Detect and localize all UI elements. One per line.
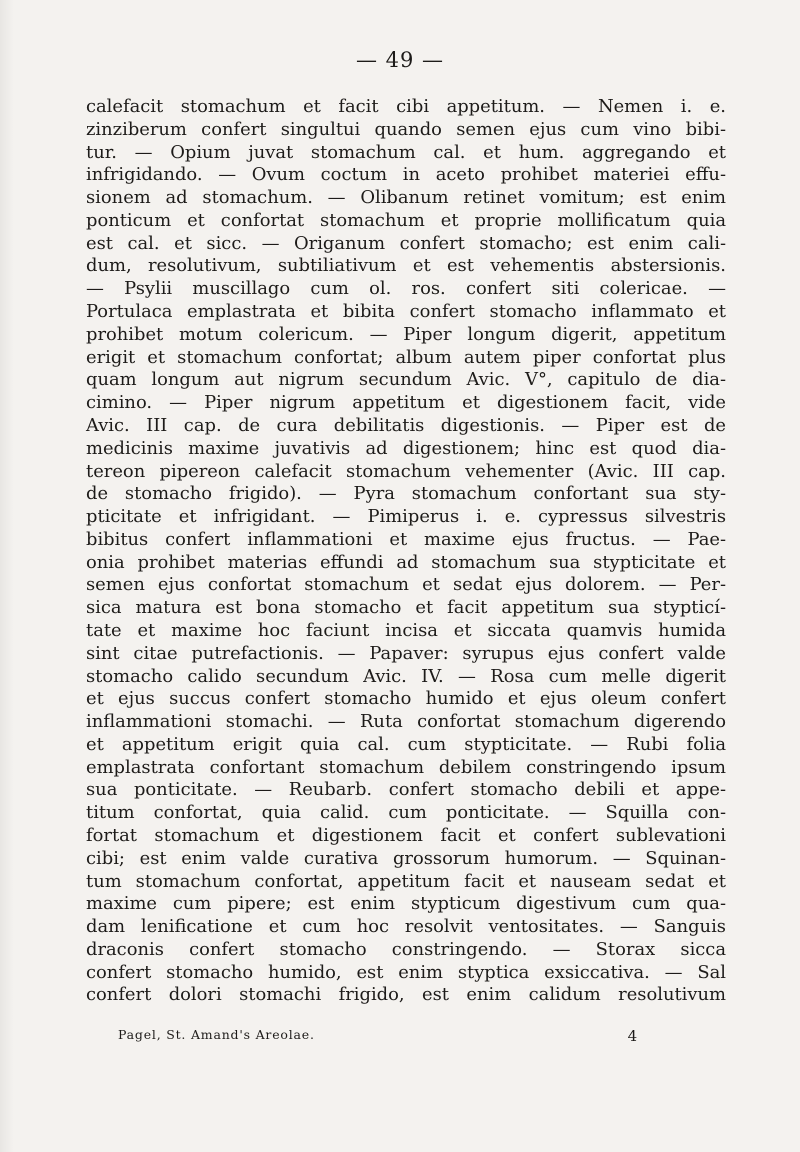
text-line: est cal. et sicc. — Origanum confert stomacho; est enim cali- — [86, 232, 726, 254]
text-line: sionem ad stomachum. — Olibanum retinet vomitum; est enim — [86, 187, 726, 209]
page-number: — 49 — — [355, 48, 445, 72]
text-line: cimino. — Piper nigrum appetitum et digestionem facit, vide — [86, 392, 726, 414]
text-line: dam lenificatione et cum hoc resolvit ventositates. — Sanguis — [86, 916, 726, 938]
text-line: confert dolori stomachi frigido, est enim calidum resolutivum — [86, 984, 726, 1006]
text-line: erigit et stomachum confortat; album autem piper confortat plus — [86, 346, 726, 368]
text-line: tate et maxime hoc faciunt incisa et siccata quamvis humida — [86, 619, 726, 641]
text-line: tur. — Opium juvat stomachum cal. et hum. aggregando et — [86, 141, 726, 163]
text-line: onia prohibet materias effundi ad stomachum sua stypticitate et — [86, 551, 726, 573]
text-line: calefacit stomachum et facit cibi appetitum. — Nemen i. e. — [86, 96, 726, 117]
text-line: infrigidando. — Ovum coctum in aceto prohibet materiei effu- — [86, 164, 726, 186]
text-line: quam longum aut nigrum secundum Avic. V°, capitulo de dia- — [86, 369, 726, 391]
text-line: emplastrata confortant stomachum debilem constringendo ipsum — [86, 756, 726, 778]
text-line: fortat stomachum et digestionem facit et confert sublevationi — [86, 825, 726, 846]
text-line: sica matura est bona stomacho et facit appetitum sua stypticí- — [86, 597, 726, 619]
body-text — [86, 96, 726, 1007]
text-line: sua ponticitate. — Reubarb. confert stomacho debili et appe- — [86, 779, 726, 801]
text-line: sint citae putrefactionis. — Papaver: syrupus ejus confert valde — [86, 642, 726, 664]
footer — [118, 1027, 638, 1045]
text-line: draconis confert stomacho constringendo. — Storax sicca — [86, 938, 726, 960]
signature-mark: 4 — [627, 1027, 638, 1045]
text-line: titum confortat, quia calid. cum ponticitate. — Squilla con- — [86, 802, 726, 824]
text-line: confert stomacho humido, est enim styptica exsiccativa. — Sal — [86, 961, 726, 983]
text-line: medicinis maxime juvativis ad digestionem; hinc est quod dia- — [86, 437, 726, 459]
text-line: pticitate et infrigidant. — Pimiperus i. e. cypressus silvestris — [86, 506, 726, 528]
text-line: et ejus succus confert stomacho humido et ejus oleum confert — [86, 688, 726, 710]
text-line: Avic. III cap. de cura debilitatis digestionis. — Piper est de — [86, 414, 726, 436]
text-line: de stomacho frigido). — Pyra stomachum confortant sua sty- — [86, 483, 726, 505]
text-line: tum stomachum confortat, appetitum facit et nauseam sedat et — [86, 870, 726, 892]
text-line: et appetitum erigit quia cal. cum stypticitate. — Rubi folia — [86, 733, 726, 755]
text-line: semen ejus confortat stomachum et sedat ejus dolorem. — Per- — [86, 574, 726, 596]
text-line: dum, resolutivum, subtiliativum et est vehementis abstersionis. — [86, 255, 726, 277]
text-line: Portulaca emplastrata et bibita confert stomacho inflammato et — [86, 301, 726, 323]
text-line: tereon pipereon calefacit stomachum vehementer (Avic. III cap. — [86, 460, 726, 482]
text-line: ponticum et confortat stomachum et proprie mollificatum quia — [86, 209, 726, 231]
text-line: inflammationi stomachi. — Ruta confortat stomachum digerendo — [86, 711, 726, 733]
text-line: bibitus confert inflammationi et maxime ejus fructus. — Pae- — [86, 528, 726, 550]
text-line: cibi; est enim valde curativa grossorum humorum. — Squinan- — [86, 847, 726, 869]
text-line: prohibet motum colericum. — Piper longum digerit, appetitum — [86, 323, 726, 345]
text-line: — Psylii muscillago cum ol. ros. confert siti colericae. — — [86, 278, 726, 300]
text-line: zinziberum confert singultui quando semen ejus cum vino bibi- — [86, 118, 726, 140]
text-line: maxime cum pipere; est enim stypticum digestivum cum qua- — [86, 893, 726, 915]
footer-source: Pagel, St. Amand's Areolae. — [118, 1027, 315, 1042]
text-line: stomacho calido secundum Avic. IV. — Rosa cum melle digerit — [86, 665, 726, 687]
